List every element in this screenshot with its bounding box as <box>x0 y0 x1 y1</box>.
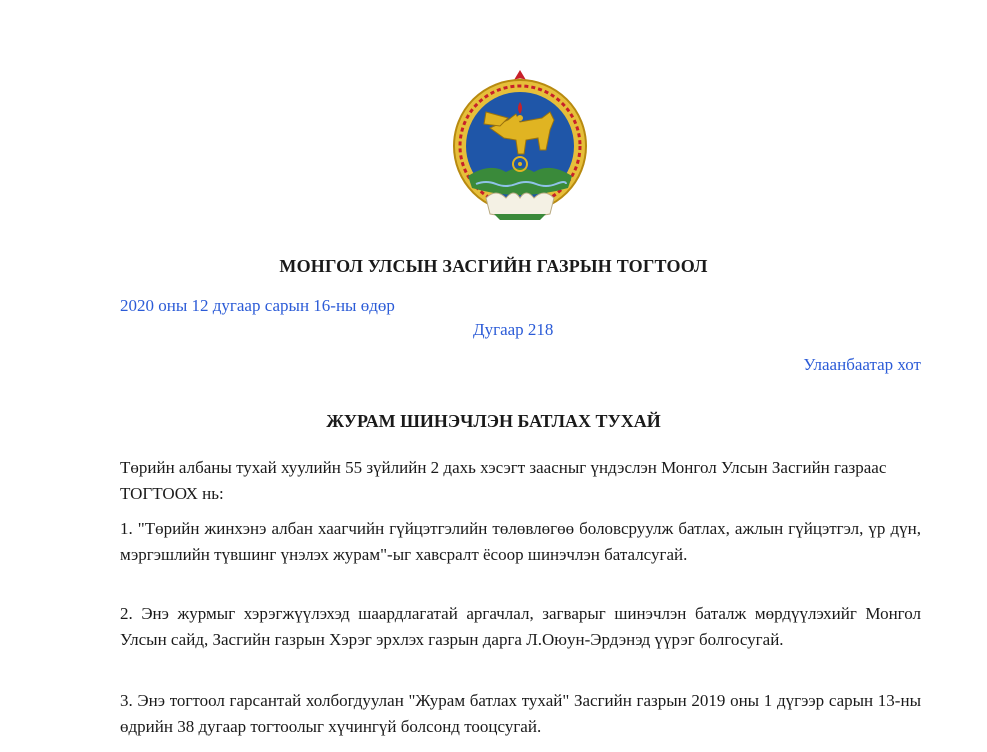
intro-paragraph: Төрийн албаны тухай хуулийн 55 зүйлийн 2 дахь хэсэгт заасныг үндэслэн Монгол Улсын Засгийн газраас ТОГТООХ нь: <box>120 458 887 503</box>
paragraph-3: 3. Энэ тогтоол гарсантай холбогдуулан "Журам батлах тухай" Засгийн газрын 2019 оны 1 дүгээр сарын 13-ны өдрийн 38 дугаар тогтоолыг хүчингүй болсонд тооцсугай. <box>120 691 921 736</box>
document-title: МОНГОЛ УЛСЫН ЗАСГИЙН ГАЗРЫН ТОГТООЛ <box>279 256 708 276</box>
paragraph-1: 1. "Төрийн жинхэнэ албан хаагчийн гүйцэтгэлийн төлөвлөгөө боловсруулж батлах, ажлын гүйцэтгэл, үр дүн, мэргэшлийн түвшинг үнэлэх журам"-ыг хавсралт ёсоор шинэчлэн баталсугай. <box>120 519 921 564</box>
document-city: Улаанбаатар хот <box>803 355 921 374</box>
paragraph-2: 2. Энэ журмыг хэрэгжүүлэхэд шаардлагатай аргачлал, загварыг шинэчлэн баталж мөрдүүлэхийг Монгол Улсын сайд, Засгийн газрын Хэрэг эрхлэх газрын дарга Л.Оюун-Эрдэнэд үүрэг болгосугай. <box>120 604 921 649</box>
document-number: Дугаар 218 <box>473 320 554 339</box>
document-date: 2020 оны 12 дугаар сарын 16-ны өдөр <box>120 296 395 315</box>
document-subtitle: ЖУРАМ ШИНЭЧЛЭН БАТЛАХ ТУХАЙ <box>326 411 661 431</box>
state-emblem-icon <box>450 68 590 224</box>
